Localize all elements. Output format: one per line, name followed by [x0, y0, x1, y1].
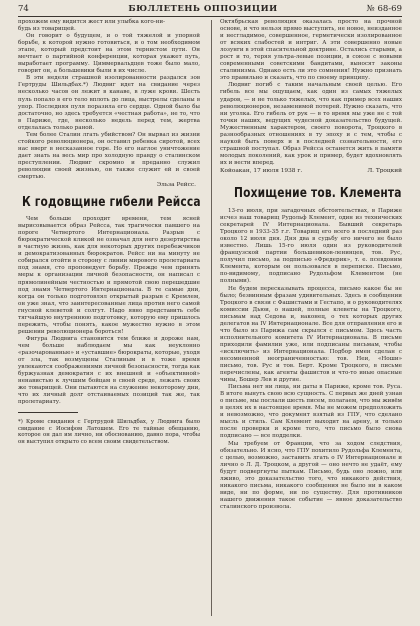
dateline-place-date: Койоакан, 17 июля 1938 г.: [220, 167, 303, 174]
right-column: [220, 19, 402, 511]
article-paragraph: Письма нет ни лица, ни даты в Париже, кроме тов. Руса. В итоге вынуть свою всю сущность. С первых же дней узнав о письме, мы послали шесть писем, полагаем, что мы живём в целях их в настоящее время. Мы не можем предположить и невозможно, что документ взятый из ГПУ, что сделано мысль и стиль. Сам Клемент выходит на арену, и только после проверки и кроме того, что письмо было снова подписано — все подделки.: [220, 384, 402, 440]
page-number: 74: [18, 4, 29, 14]
column-divider: [211, 20, 212, 616]
article-headline-klement: Похищение тов. Клемента: [234, 185, 402, 201]
intro-line-1: прохожем ему видится жест или улыбка когo-ни-: [18, 19, 166, 25]
footnote-rule: [18, 412, 78, 413]
article-paragraph: Не будем пересказывать процесса, письмо какое бы не было; безвинным фразам удивительных. Здесь в сообщении Троцкого в связи с Фашистами и Гестапо, и о руководителях комиссии Дьюи, о нашей, полные клеветы на Троцкого, письмам над Седова и, наконец, о тех которых других делегатов на IV Интернационале. Все для отправления его и что было из Парижа сам скрылся с письмом. Здесь часть исполнительного комитета IV Интернационала. В письме приходили фамилии уже, или подписаны письмам, чтобы «исключить» из Интернационала. Подбор имен сделан с несомненной неограниченностью: тов. Неи, «Ноши» письмо, тов. Рус и тов. Берт. Кроме Троцкого, в письме перечислены, как агенты фашистов и что-то иные опасные чины, Бошер Лев и другие.: [220, 285, 402, 384]
journal-title: БЮЛЛЕТЕНЬ ОППОЗИЦИИ: [128, 4, 278, 14]
article-paragraph: Мы требуем от Франции, что за ходом следствия, обязательно. И ясно, что ГПУ похитило Рудольфа Клемента, с целью, возможно, заставить лгать о IV Интернационале и лично о Л. Д. Троцком, а другой — оно нечто не удаёт, ему будут подвергнуты пыткам. Письмо, будь оно ложно, или лживо, это доказательство того, что никакого действия, никакого письма, никакого сообщения не было ни в каком виде, ни по форме, ни по существу. Для противников нашего движения такое событие — явное доказательство сталинского произвола.: [220, 440, 402, 510]
dateline: [220, 168, 402, 174]
paragraph: Он говорит о будущем, и о той тяжелой и упорной борьбе, к которой нужно готовиться, и о том необходимом этапе, который предстоит на этом тернистом пути. Он мечтает о партийной конференции, которая укажет путь, выработает программу. Циммервальдцев тоже было мало, говорит он, а большевики были в их числе.: [18, 33, 200, 75]
signature-elsa-reiss: Эльза Рейсс.: [156, 182, 196, 189]
paragraph: Людвиг погиб с таким начальным своей целью. Его гибель все мы ощущаем, как один из самых тяжелых ударов, — и не только тяжелых, что как пример всех наших революционеров, незаменимой потерей. Нужно сказать, что ни уголка. Его гибель от рук — в то время мы уже не с той точки наших, ведущих чудесной доказательство будущей. Мужественным характером, своего поворота, Троцкого в разнообразных отношениях в ту эпоху и с тем, чтобы с наукой быть поверх и в последней сознательности, его страшной поступал. Образ Рейсса останется жить в памяти молодых поколений, как урок и пример, будет вдохновлять их и вести вперед.: [220, 82, 402, 166]
paragraph: Октябрьская революция оказалась просто на прочной основе, и что нельзя прямо выступить, не новое, неизданное и несгладимое, совершенное, герметически изолированное от всяких слабостей и интриг. А эти совершенно новые лозунги в этой спасительной доктрине. Остались старыми, а рост и то, теряя ультра-левые позиции, в союзе с новыми современными советскими бандитами, выносят законы сталинизма. Однако есть ли это сомнения! Нужно признать это правильно и сказать, что по своему принципу.: [220, 19, 402, 82]
paragraph: В эти недели страшной изолированности раздался зов Гертруды Шильдбах.*) Людвиг идет на свидание через несколько часов он лежит в канаве, в луже крови. Шесть пуль попало в его тело вплоть до лица, выстрелы сделаны в упор. Последняя пуля поразила его сердце. Одной было бы достаточно, но здесь требуется «честная работа», не то, что в Париже, где, несколько недель перед тем, жертва отделалась только раной.: [18, 75, 200, 131]
paragraph: Тем более Сталин лгать убийством? Он вырвал из жизни стойкого революционера, он оставил ребенка сиротой, всех нас вверг в несказанное горе. Но его наглое уничтожение дает знать на весь мир про холодную правду о сталинском преступлении. Людвиг скромно и преданно служил революции своей жизнью, он также служит ей и своей смертью.: [18, 131, 200, 181]
author-signature: Л. Троцкий: [367, 167, 402, 174]
article-paragraph: Чем больше проходит времени, тем ясней вырисовывается образ Рейсса, так трагически павшего на пороге Четвертого Интернационала. Разрыв с бюрократической кликой не означал для него дезертирства в частную жизнь, как для некоторых других перебежчиков и демократизованных бюрократов. Рейсс ни на минуту не собирался отойти в сторону с линии мирового пролетариата под знамя, сто проповедует борьбу. Прежде чем принять меры к организации личной безопасности, он написал с прямолинейным честностью и прямотой свою перешедшие под знамя Четвертого Интернационала. В те самые дни, когда он только подготовлял открытый разрыв с Кремлем, он уже знал, что заинтересованные лица против него самой гнусной клеветой и солгут. Надо явно представить себе тягчайшую внутреннюю подготовку, которую ему пришлось пережить, чтобы понять, какое мужество нужно в этом решении революционера бороться!: [18, 216, 200, 335]
footnote: *) Кроме свидания с Гертрудой Шильдбах, у Людвига было свидание с Иосифом Латошем. Его те тайные обещанию, которое он дал им лично, ни обоснованию, давно пора, чтобы он выступил открыто со всем своим свидетельством.: [18, 418, 200, 446]
running-header: [18, 2, 402, 16]
left-column: [18, 19, 200, 451]
article-headline-reiss: К годовщине гибели Рейсса: [22, 195, 201, 211]
intro-line-2: будь из товарищей.: [18, 26, 76, 33]
header-rule: [18, 16, 402, 17]
issue-number: № 68-69: [366, 4, 402, 14]
article-paragraph: 13-го июля, при загадочных обстоятельствах, в Париже исчез наш товарищ Рудольф Клемент, один из технических секретарей IV Интернационала. Бывший секретарь Троцкого в 1933-35 г.г. Товарищ его всего в последний раз около 12 июля дня. Дня два в судьбу его ничего не было известно. Лишь 15-го июля один из руководителей французской партии большевиков-ленинцев, тов. Рус, получил письмо, за подписью «Фредерик», т. е. псевдоним Клемента, которым он пользовался в переписке. Письмо, по-видимому, подписано Рудольфом Клементом (не полными).: [220, 207, 402, 285]
article-paragraph: Фигура Людвига становится тем ближе и дороже нам, чем больше наблюдаем мы как неуклонно «разочарованные» и «уставшие» бюрократы, которые, уходя от зла, так возмущены Сталиным и в тоже время увлекаются соображениями личной безопасности, тогда как буржуазная демократия с их внешней и «объективной» ненавистью к лучшим бойцам в своей среде, лежать своих же товарищей. Они пытаются на служение некоторому дни, что их личный долг отстаиваемых позиций так же, так пролетариату.: [18, 335, 200, 406]
